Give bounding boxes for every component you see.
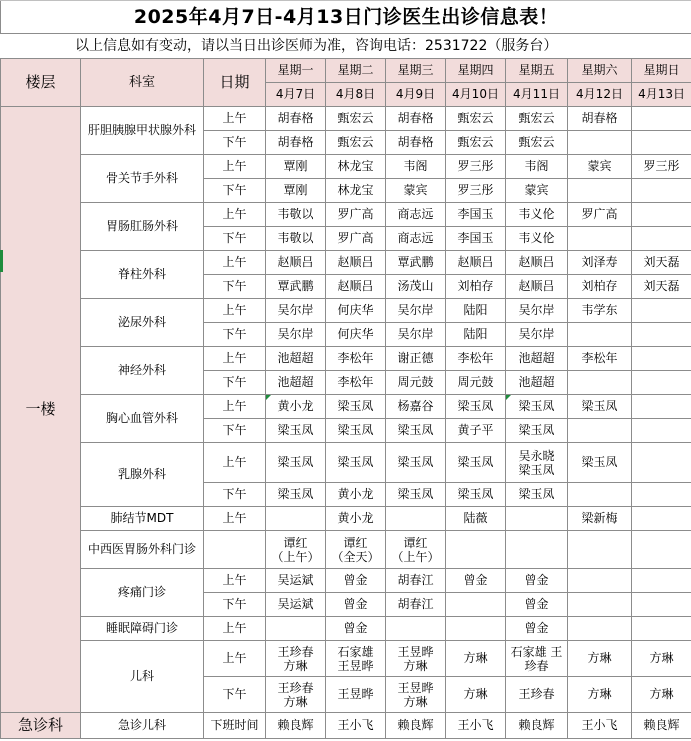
- doctor-cell[interactable]: [266, 617, 326, 641]
- doctor-cell[interactable]: 商志远: [386, 203, 446, 227]
- doctor-cell[interactable]: 吴尔岸: [266, 299, 326, 323]
- date-header[interactable]: 日期: [204, 59, 266, 107]
- dept-name[interactable]: 脊柱外科: [81, 251, 204, 299]
- doctor-cell[interactable]: 罗三彤: [632, 155, 691, 179]
- dept-name[interactable]: 睡眠障碍门诊: [81, 617, 204, 641]
- doctor-cell[interactable]: [568, 531, 632, 569]
- dept-name[interactable]: 肺结节MDT: [81, 507, 204, 531]
- doctor-cell[interactable]: 胡春格: [266, 131, 326, 155]
- time-slot[interactable]: 上午: [204, 203, 266, 227]
- time-slot[interactable]: 下午: [204, 323, 266, 347]
- doctor-cell[interactable]: 方琳: [632, 677, 691, 713]
- date-cell[interactable]: 4月11日: [506, 83, 568, 107]
- doctor-cell[interactable]: 曾金: [326, 569, 386, 593]
- doctor-cell[interactable]: 商志远: [386, 227, 446, 251]
- dept-name[interactable]: 肝胆胰腺甲状腺外科: [81, 107, 204, 155]
- doctor-cell[interactable]: 石家雄 王昱晔: [326, 641, 386, 677]
- doctor-cell[interactable]: 赖良辉: [506, 713, 568, 739]
- weekday-header[interactable]: 星期日: [632, 59, 691, 83]
- doctor-cell[interactable]: 赖良辉: [632, 713, 691, 739]
- doctor-cell[interactable]: 韦阁: [506, 155, 568, 179]
- doctor-cell[interactable]: 梁玉凤: [568, 395, 632, 419]
- dept-name[interactable]: 疼痛门诊: [81, 569, 204, 617]
- doctor-cell[interactable]: 方琳: [632, 641, 691, 677]
- doctor-cell[interactable]: [632, 507, 691, 531]
- time-slot[interactable]: 上午: [204, 107, 266, 131]
- doctor-cell[interactable]: [568, 483, 632, 507]
- doctor-cell[interactable]: 梁玉凤: [446, 483, 506, 507]
- time-slot[interactable]: 上午: [204, 395, 266, 419]
- doctor-cell[interactable]: 罗三彤: [446, 155, 506, 179]
- doctor-cell[interactable]: 梁玉凤: [326, 443, 386, 483]
- doctor-cell[interactable]: 覃武鹏: [266, 275, 326, 299]
- doctor-cell[interactable]: 陆薇: [446, 507, 506, 531]
- doctor-cell[interactable]: 蒙宾: [386, 179, 446, 203]
- doctor-cell[interactable]: 王昱晔: [326, 677, 386, 713]
- doctor-cell[interactable]: 梁玉凤: [386, 443, 446, 483]
- doctor-cell[interactable]: [632, 131, 691, 155]
- doctor-cell[interactable]: 赖良辉: [266, 713, 326, 739]
- doctor-cell[interactable]: 吴尔岸: [386, 299, 446, 323]
- doctor-cell[interactable]: [568, 371, 632, 395]
- dept-header[interactable]: 科室: [81, 59, 204, 107]
- time-slot[interactable]: 上午: [204, 443, 266, 483]
- weekday-header[interactable]: 星期一: [266, 59, 326, 83]
- doctor-cell[interactable]: 梁玉凤: [326, 395, 386, 419]
- doctor-cell[interactable]: 梁玉凤: [386, 419, 446, 443]
- doctor-cell[interactable]: 何庆华: [326, 323, 386, 347]
- doctor-cell[interactable]: 黄小龙: [326, 483, 386, 507]
- doctor-cell[interactable]: 何庆华: [326, 299, 386, 323]
- doctor-cell[interactable]: [568, 179, 632, 203]
- doctor-cell[interactable]: [632, 323, 691, 347]
- doctor-cell[interactable]: 林龙宝: [326, 155, 386, 179]
- doctor-cell[interactable]: 李松年: [326, 347, 386, 371]
- doctor-cell[interactable]: 方琳: [568, 677, 632, 713]
- date-cell[interactable]: 4月13日: [632, 83, 691, 107]
- doctor-cell[interactable]: [568, 227, 632, 251]
- doctor-cell[interactable]: 林龙宝: [326, 179, 386, 203]
- time-slot[interactable]: 上午: [204, 251, 266, 275]
- doctor-cell[interactable]: 甄宏云: [446, 131, 506, 155]
- doctor-cell[interactable]: [632, 617, 691, 641]
- doctor-cell[interactable]: [386, 617, 446, 641]
- doctor-cell[interactable]: 曾金: [506, 569, 568, 593]
- doctor-cell[interactable]: 韦义伦: [506, 203, 568, 227]
- doctor-cell[interactable]: 胡春格: [386, 107, 446, 131]
- doctor-cell[interactable]: 韦敬以: [266, 227, 326, 251]
- time-slot[interactable]: 上午: [204, 641, 266, 677]
- doctor-cell[interactable]: 刘柏存: [446, 275, 506, 299]
- doctor-cell[interactable]: [568, 323, 632, 347]
- doctor-cell[interactable]: [632, 347, 691, 371]
- doctor-cell[interactable]: 谢正德: [386, 347, 446, 371]
- doctor-cell[interactable]: [446, 531, 506, 569]
- doctor-cell[interactable]: 甄宏云: [446, 107, 506, 131]
- doctor-cell[interactable]: 梁玉凤: [506, 419, 568, 443]
- doctor-cell[interactable]: 王珍春: [506, 677, 568, 713]
- doctor-cell[interactable]: 梁玉凤: [386, 483, 446, 507]
- doctor-cell[interactable]: 梁新梅: [568, 507, 632, 531]
- doctor-cell[interactable]: 谭红 （全天）: [326, 531, 386, 569]
- doctor-cell[interactable]: 方琳: [568, 641, 632, 677]
- time-slot[interactable]: 下午: [204, 179, 266, 203]
- doctor-cell[interactable]: 韦阁: [386, 155, 446, 179]
- doctor-cell[interactable]: 罗广高: [326, 203, 386, 227]
- weekday-header[interactable]: 星期二: [326, 59, 386, 83]
- doctor-cell[interactable]: 吴永晓 梁玉凤: [506, 443, 568, 483]
- doctor-cell[interactable]: 吴尔岸: [506, 299, 568, 323]
- weekday-header[interactable]: 星期三: [386, 59, 446, 83]
- doctor-cell[interactable]: 赵顺吕: [446, 251, 506, 275]
- time-slot[interactable]: 下午: [204, 419, 266, 443]
- doctor-cell[interactable]: [446, 617, 506, 641]
- doctor-cell[interactable]: [568, 617, 632, 641]
- doctor-cell[interactable]: 罗广高: [326, 227, 386, 251]
- doctor-cell[interactable]: 甄宏云: [326, 107, 386, 131]
- doctor-cell[interactable]: 覃刚: [266, 179, 326, 203]
- doctor-cell[interactable]: 梁玉凤: [446, 443, 506, 483]
- doctor-cell[interactable]: 吴尔岸: [506, 323, 568, 347]
- doctor-cell[interactable]: 陆阳: [446, 323, 506, 347]
- doctor-cell[interactable]: 甄宏云: [506, 107, 568, 131]
- doctor-cell[interactable]: 甄宏云: [506, 131, 568, 155]
- doctor-cell[interactable]: 梁玉凤: [266, 483, 326, 507]
- doctor-cell[interactable]: 胡春格: [568, 107, 632, 131]
- doctor-cell[interactable]: [446, 593, 506, 617]
- weekday-header[interactable]: 星期五: [506, 59, 568, 83]
- doctor-cell[interactable]: [632, 299, 691, 323]
- doctor-cell[interactable]: [568, 131, 632, 155]
- date-cell[interactable]: 4月10日: [446, 83, 506, 107]
- time-slot[interactable]: 上午: [204, 299, 266, 323]
- doctor-cell[interactable]: 吴尔岸: [266, 323, 326, 347]
- doctor-cell[interactable]: 曾金: [326, 617, 386, 641]
- row-marker: [0, 250, 3, 272]
- doctor-cell[interactable]: 李松年: [326, 371, 386, 395]
- time-slot[interactable]: 下班时间: [204, 713, 266, 739]
- time-slot[interactable]: 下午: [204, 275, 266, 299]
- doctor-cell[interactable]: 赖良辉: [386, 713, 446, 739]
- doctor-cell[interactable]: [632, 203, 691, 227]
- doctor-cell[interactable]: 黄子平: [446, 419, 506, 443]
- doctor-cell[interactable]: 吴尔岸: [386, 323, 446, 347]
- doctor-cell[interactable]: [632, 483, 691, 507]
- date-cell[interactable]: 4月8日: [326, 83, 386, 107]
- doctor-cell[interactable]: [632, 593, 691, 617]
- doctor-cell[interactable]: 曾金: [506, 617, 568, 641]
- doctor-cell[interactable]: 蒙宾: [568, 155, 632, 179]
- doctor-cell[interactable]: 王昱晔 方琳: [386, 677, 446, 713]
- time-slot[interactable]: 下午: [204, 131, 266, 155]
- doctor-cell[interactable]: 李国玉: [446, 203, 506, 227]
- doctor-cell[interactable]: 胡春格: [386, 131, 446, 155]
- doctor-cell[interactable]: 覃刚: [266, 155, 326, 179]
- time-slot[interactable]: 下午: [204, 483, 266, 507]
- doctor-cell[interactable]: 刘天磊: [632, 275, 691, 299]
- doctor-cell[interactable]: 韦义伦: [506, 227, 568, 251]
- doctor-cell[interactable]: 蒙宾: [506, 179, 568, 203]
- notice-text[interactable]: 以上信息如有变动，请以当日出诊医师为准，咨询电话：2531722（服务台）: [1, 34, 691, 59]
- dept-name[interactable]: 乳腺外科: [81, 443, 204, 507]
- date-cell[interactable]: 4月7日: [266, 83, 326, 107]
- doctor-cell[interactable]: 池超超: [506, 371, 568, 395]
- doctor-cell[interactable]: [386, 507, 446, 531]
- doctor-cell[interactable]: 赵顺吕: [506, 251, 568, 275]
- doctor-cell[interactable]: 曾金: [506, 593, 568, 617]
- doctor-cell[interactable]: [632, 227, 691, 251]
- doctor-cell[interactable]: 方琳: [446, 677, 506, 713]
- doctor-cell[interactable]: 汤茂山: [386, 275, 446, 299]
- doctor-cell[interactable]: 李国玉: [446, 227, 506, 251]
- time-slot[interactable]: 下午: [204, 227, 266, 251]
- date-cell[interactable]: 4月9日: [386, 83, 446, 107]
- doctor-cell[interactable]: 梁玉凤: [266, 443, 326, 483]
- doctor-cell[interactable]: [632, 419, 691, 443]
- time-slot[interactable]: 下午: [204, 371, 266, 395]
- doctor-cell[interactable]: [568, 419, 632, 443]
- dept-name[interactable]: 急诊儿科: [81, 713, 204, 739]
- doctor-cell[interactable]: 石家雄 王 珍春: [506, 641, 568, 677]
- doctor-cell[interactable]: 胡春格: [266, 107, 326, 131]
- doctor-cell[interactable]: [632, 531, 691, 569]
- doctor-cell[interactable]: 陆阳: [446, 299, 506, 323]
- doctor-cell[interactable]: 赵顺吕: [326, 251, 386, 275]
- dept-name[interactable]: 泌尿外科: [81, 299, 204, 347]
- doctor-cell[interactable]: 梁玉凤: [506, 395, 568, 419]
- time-slot[interactable]: 上午: [204, 155, 266, 179]
- page-title[interactable]: 2025年4月7日-4月13日门诊医生出诊信息表！: [1, 1, 691, 34]
- dept-name[interactable]: 胃肠肛肠外科: [81, 203, 204, 251]
- time-slot[interactable]: 上午: [204, 507, 266, 531]
- doctor-cell[interactable]: 谭红 （上午）: [386, 531, 446, 569]
- doctor-cell[interactable]: 吴运斌: [266, 593, 326, 617]
- floor-header[interactable]: 楼层: [1, 59, 81, 107]
- doctor-cell[interactable]: 曾金: [326, 593, 386, 617]
- doctor-cell[interactable]: 刘泽寿: [568, 251, 632, 275]
- doctor-cell[interactable]: 梁玉凤: [446, 395, 506, 419]
- doctor-cell[interactable]: 曾金: [446, 569, 506, 593]
- doctor-cell[interactable]: 罗三彤: [446, 179, 506, 203]
- doctor-cell[interactable]: 赵顺吕: [326, 275, 386, 299]
- weekday-header[interactable]: 星期六: [568, 59, 632, 83]
- doctor-cell[interactable]: 赵顺吕: [266, 251, 326, 275]
- time-slot[interactable]: 上午: [204, 347, 266, 371]
- doctor-cell[interactable]: 王珍春 方琳: [266, 677, 326, 713]
- doctor-cell[interactable]: [568, 593, 632, 617]
- doctor-cell[interactable]: 覃武鹏: [386, 251, 446, 275]
- doctor-cell[interactable]: [632, 179, 691, 203]
- doctor-cell[interactable]: 池超超: [506, 347, 568, 371]
- time-slot[interactable]: 下午: [204, 593, 266, 617]
- doctor-cell[interactable]: [506, 531, 568, 569]
- doctor-cell[interactable]: 胡春江: [386, 569, 446, 593]
- doctor-cell[interactable]: 周元鼓: [446, 371, 506, 395]
- weekday-header[interactable]: 星期四: [446, 59, 506, 83]
- doctor-cell[interactable]: 池超超: [266, 371, 326, 395]
- doctor-cell[interactable]: 方琳: [446, 641, 506, 677]
- doctor-cell[interactable]: 杨嘉谷: [386, 395, 446, 419]
- doctor-cell[interactable]: 罗广高: [568, 203, 632, 227]
- doctor-cell[interactable]: 李松年: [568, 347, 632, 371]
- doctor-cell[interactable]: 黄小龙: [326, 507, 386, 531]
- doctor-cell[interactable]: [632, 371, 691, 395]
- time-slot[interactable]: [204, 531, 266, 569]
- doctor-cell[interactable]: 梁玉凤: [266, 419, 326, 443]
- time-slot[interactable]: 上午: [204, 569, 266, 593]
- dept-name[interactable]: 胸心血管外科: [81, 395, 204, 443]
- doctor-cell[interactable]: 韦敬以: [266, 203, 326, 227]
- doctor-cell[interactable]: [632, 443, 691, 483]
- dept-name[interactable]: 骨关节手外科: [81, 155, 204, 203]
- doctor-cell[interactable]: 王小飞: [568, 713, 632, 739]
- doctor-cell[interactable]: [568, 569, 632, 593]
- dept-name[interactable]: 神经外科: [81, 347, 204, 395]
- time-slot[interactable]: 上午: [204, 617, 266, 641]
- floor-cell[interactable]: 急诊科: [1, 713, 81, 739]
- time-slot[interactable]: 下午: [204, 677, 266, 713]
- doctor-cell[interactable]: [266, 507, 326, 531]
- doctor-cell[interactable]: 王珍春 方琳: [266, 641, 326, 677]
- doctor-cell[interactable]: 王小飞: [326, 713, 386, 739]
- doctor-cell[interactable]: 王小飞: [446, 713, 506, 739]
- doctor-cell[interactable]: [632, 395, 691, 419]
- doctor-cell[interactable]: 刘天磊: [632, 251, 691, 275]
- doctor-cell[interactable]: [632, 107, 691, 131]
- doctor-cell[interactable]: 梁玉凤: [326, 419, 386, 443]
- doctor-cell[interactable]: 吴运斌: [266, 569, 326, 593]
- floor-cell[interactable]: 一楼: [1, 107, 81, 713]
- doctor-cell[interactable]: 池超超: [266, 347, 326, 371]
- doctor-cell[interactable]: 黄小龙: [266, 395, 326, 419]
- doctor-cell[interactable]: [632, 569, 691, 593]
- date-cell[interactable]: 4月12日: [568, 83, 632, 107]
- doctor-cell[interactable]: 梁玉凤: [506, 483, 568, 507]
- dept-name[interactable]: 中西医胃肠外科门诊: [81, 531, 204, 569]
- doctor-cell[interactable]: 谭红 （上午）: [266, 531, 326, 569]
- doctor-cell[interactable]: 刘柏存: [568, 275, 632, 299]
- doctor-cell[interactable]: 李松年: [446, 347, 506, 371]
- doctor-cell[interactable]: 赵顺吕: [506, 275, 568, 299]
- doctor-cell[interactable]: [506, 507, 568, 531]
- doctor-cell[interactable]: 甄宏云: [326, 131, 386, 155]
- doctor-cell[interactable]: 梁玉凤: [568, 443, 632, 483]
- dept-name[interactable]: 儿科: [81, 641, 204, 713]
- doctor-cell[interactable]: 王昱晔 方琳: [386, 641, 446, 677]
- doctor-cell[interactable]: 韦学东: [568, 299, 632, 323]
- doctor-cell[interactable]: 周元鼓: [386, 371, 446, 395]
- doctor-cell[interactable]: 胡春江: [386, 593, 446, 617]
